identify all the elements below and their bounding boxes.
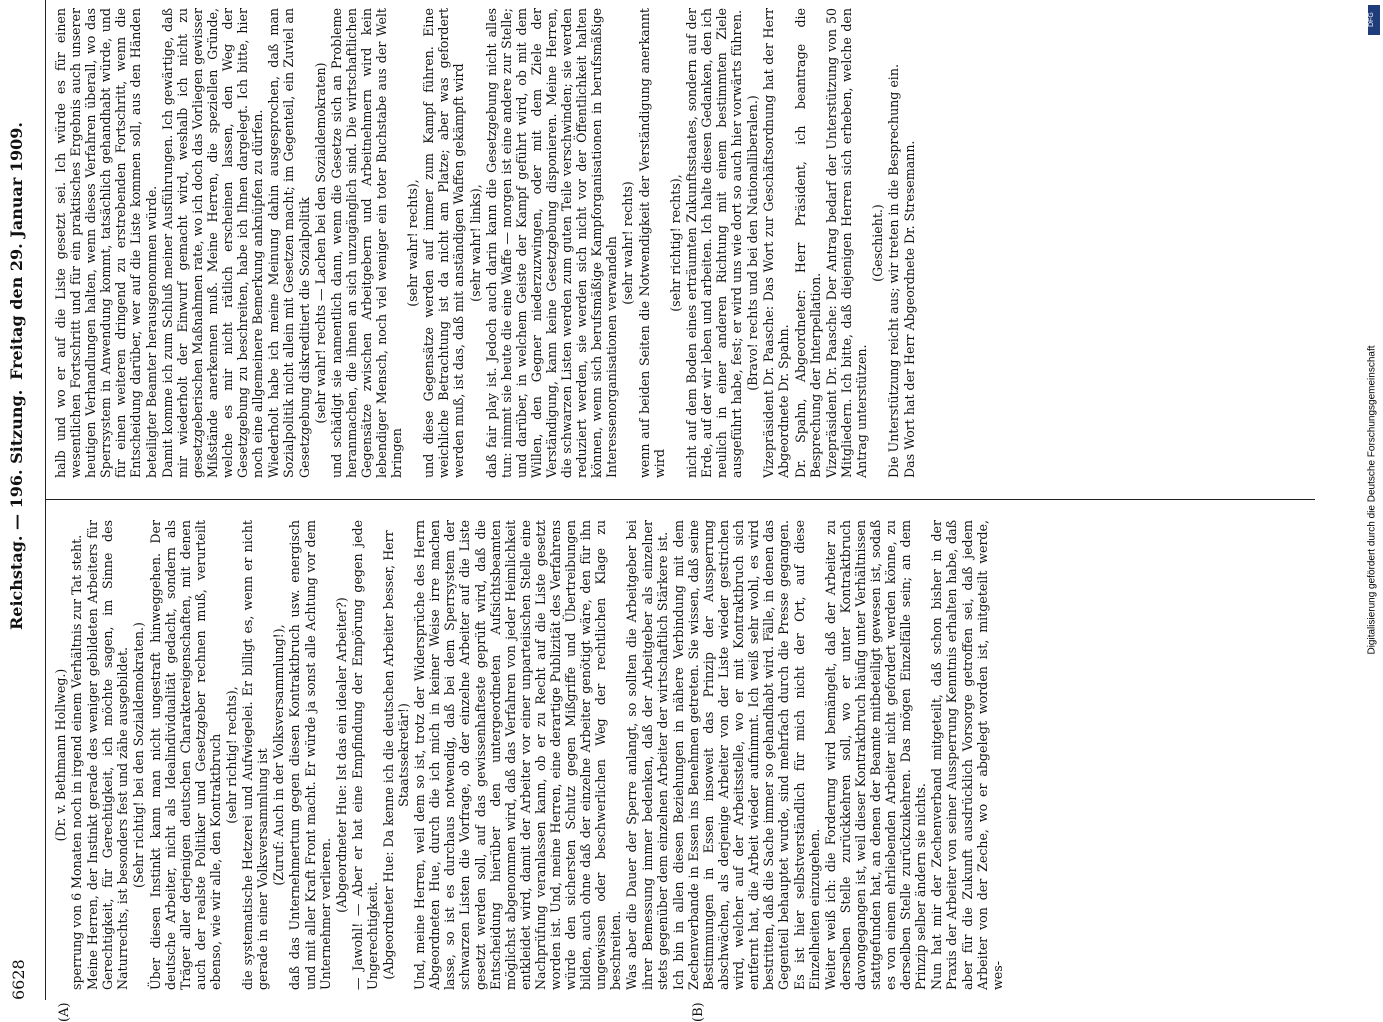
digitization-credit: Digitalisierung gefördert durch die Deutsche Forschungsgemeinschaft xyxy=(1366,345,1378,655)
right-column-paragraph: und diese Gegensätze werden auf immer zum Kampf führen. Eine weichliche Betrachtung ist da nicht am Platze; aber was gefordert werden muß, ist das, daß mit anständigen Waffen gekämpft wird xyxy=(420,8,466,478)
dfg-logo: DFG xyxy=(1368,5,1380,35)
running-title-left: Reichstag. — 196. Sitzung. xyxy=(6,389,26,630)
left-column-paragraph: Weiter weiß ich: die Forderung wird bemängelt, daß der Arbeiter zu derselben Stelle zurückkehren soll, wo er unter Kontraktbruch davongegangen ist, weil dieser Kontraktbruch häufig unter Verhältnissen stattgefunden hat, an denen der Beamte mitbeteiligt gewesen ist, sodaß es von einem ehrliebenden Arbeiter nicht gefordert werden könne, zu derselben Stelle zurückzukehren. Das mögen Einzelfälle sein; an dem Prinzip selber ändern sie nichts. xyxy=(822,520,928,990)
running-title-right: Freitag den 29. Januar 1909. xyxy=(6,122,26,380)
right-column-paragraph: und schädigt sie namentlich dann, wenn die Gesetze sich an Probleme heranmachen, die ihnen an sich unzugänglich sind. Die wirtschaftlichen Gegensätze zwischen Arbeitgebern und Arbeitnehmern wird kein lebendiger Mensch, noch viel weniger ein toter Buchstabe aus der Welt bringen xyxy=(328,8,404,478)
right-column-paragraph: halb und wo er auf die Liste gesetzt sei. Ich würde es für einen wesentlichen Fortschritt und für ein praktisches Ergebnis auch unserer heutigen Verhandlungen halten, wenn dieses Verfahren überall, wo das Sperrsystem in Anwendung kommt, tatsächlich gehandhabt würde, und für einen weiteren dringend zu erstrebenden Fortschritt, wenn die Entscheidung darüber, wer auf die Liste kommen soll, aus den Händen beteiligter Beamter herausgenommen würde. xyxy=(52,8,159,478)
left-column xyxy=(53,520,1318,990)
left-column-paragraph: (Abgeordneter Hue: Da kenne ich die deutschen Arbeiter besser, Herr Staatssekretär!) xyxy=(380,530,411,980)
right-column-paragraph: Das Wort hat der Herr Abgeordnete Dr. Stresemann. xyxy=(901,140,917,478)
right-column-paragraph: (sehr wahr! rechts) xyxy=(619,181,635,305)
right-column-paragraph: (sehr wahr! rechts — Lachen bei den Sozialdemokraten) xyxy=(312,62,328,424)
right-column-paragraph: Wiederholt habe ich meine Meinung dahin ausgesprochen, daß man Sozialpolitik nicht allein mit Gesetzen macht; im Gegenteil, ein Zuviel an Gesetzgebung diskreditiert die Sozialpolitik xyxy=(265,8,311,478)
page-header xyxy=(1,0,41,1000)
right-column-paragraph: nicht auf dem Boden eines erträumten Zukunftsstaates, sondern auf der Erde, auf der wir leben und arbeiten. Ich halte diesen Gedanken, den ich neulich in einer anderen Richtung mit einem bestimmten Ziele ausgeführt habe, fest; er wird uns wie dort so auch hier vorwärts führen. xyxy=(683,8,744,478)
right-column-paragraph: daß fair play ist. Jedoch auch darin kann die Gesetzgebung nicht alles tun: nimmt sie heute die eine Waffe — morgen ist eine andere zur Stelle; und darüber, in welchem Geiste der Kampf geführt wird, ob mit dem Willen, den Gegner niederzuzwingen, oder mit dem Ziele der Verständigung, kann keine Gesetzgebung disponieren. Meine Herren, die schwarzen Listen werden zum guten Teile verschwinden; sie werden reduziert werden, sie werden sich nicht vor der Öffentlichkeit halten können, wenn sich berufsmäßige Kampforganisationen in berufsmäßige Interessenorganisationen verwandeln xyxy=(483,8,619,478)
right-column-paragraph: Vizepräsident Dr. Paasche: Der Antrag bedarf der Unterstützung von 50 Mitgliedern. Ich bitte, daß diejenigen Herren sich erheben, welche den Antrag unterstützen. xyxy=(823,8,869,478)
left-column-paragraph: Meine Herren, der Instinkt gerade des weniger gebildeten Arbeiters für Gerechtigkeit, für Gerechtigkeit, ich möchte sagen, im Sinne des Naturrechts, ist besonders fest und zähe ausgebildet. xyxy=(84,520,130,990)
margin-letter-a: (A) xyxy=(56,1002,72,1022)
left-column-paragraph: Über diesen Instinkt kann man nicht ungestraft hinweggehen. Der deutsche Arbeiter, nicht als Idealindividualität gedacht, sondern als Träger aller derjenigen deutschen Charaktereigenschaften, mit denen auch der realste Politiker und Gesetzgeber rechnen muß, verurteilt ebenso, wie wir alle, den Kontraktbruch xyxy=(147,520,223,990)
left-column-paragraph: (Sehr richtig! bei den Sozialdemokraten.) xyxy=(130,622,146,888)
left-column-paragraph: (Zuruf: Auch in der Volksversammlung!), xyxy=(270,624,286,886)
left-column-paragraph: (sehr richtig! rechts), xyxy=(223,686,239,824)
left-column-paragraph: daß das Unternehmertum gegen diesen Kontraktbruch usw. energisch und mit aller Kraft Front macht. Er würde ja sonst alle Achtung vor dem Unternehmer verlieren. xyxy=(286,520,333,990)
column-divider xyxy=(45,499,1315,500)
left-column-paragraph: Nun hat mir der Zechenverband mitgeteilt, daß schon bisher in der Praxis der Arbeiter von seiner Aussperrung Kenntnis erhalten habe, daß aber für die Zukunft ausdrücklich Vorsorge getroffen sei, daß jedem Arbeiter von der Zeche, wo er abgelegt worden ist, mitgeteilt werde, wes- xyxy=(928,520,1005,990)
left-column-paragraph: die systematische Hetzerei und Aufwiegelei. Er billigt es, wenn er nicht gerade in einer Volksversammlung ist xyxy=(239,520,270,990)
right-column-paragraph: (Geschieht.) xyxy=(869,204,885,282)
right-column-paragraph: Damit komme ich zum Schluß meiner Ausführungen. Ich gewärtige, daß mir wiederholt der Einwurf gemacht wird, weshalb ich nicht zu gesetzgeberischen Maßnahmen rate, wo ich doch das Vorliegen gewisser Mißstände anerkennen muß. Meine Herren, die speziellen Gründe, welche es mir nicht rätlich erscheinen lassen, den Weg der Gesetzgebung zu beschreiten, habe ich Ihnen dargelegt. Ich bitte, hier noch eine allgemeinere Bemerkung anknüpfen zu dürfen. xyxy=(159,8,265,478)
left-column-paragraph: (Abgeordneter Hue: Ist das ein idealer Arbeiter?) xyxy=(333,597,349,913)
rotated-document-page xyxy=(1,0,1331,1022)
left-column-paragraph: sperrung von 6 Monaten noch in irgend einem Verhältnis zur Tat steht. xyxy=(68,534,84,990)
right-column-paragraph: Vizepräsident Dr. Paasche: Das Wort zur Geschäftsordnung hat der Herr Abgeordnete Dr. Spahn. xyxy=(760,8,791,478)
right-column-paragraph: (Bravo! rechts und bei den Nationalliberalen.) xyxy=(744,95,760,391)
right-column-paragraph: Dr. Spahn, Abgeordneter: Herr Präsident, ich beantrage die Besprechung der Interpellation. xyxy=(792,8,823,478)
right-column-paragraph: (sehr wahr! rechts), xyxy=(404,179,420,307)
right-column-paragraph: (sehr wahr! links), xyxy=(467,184,483,302)
right-column-paragraph: (sehr richtig! rechts), xyxy=(667,174,683,312)
left-column-paragraph: Und, meine Herren, weil dem so ist, trotz der Widersprüche des Herrn Abgeordneten Hue, durch die ich mich in keiner Weise irre machen lasse, so ist es durchaus notwendig, daß bei dem Sperrsystem der schwarzen Listen die Vorfrage, ob der einzelne Arbeiter auf die Liste gesetzt werden soll, auf das gewissenhafteste geprüft wird, daß die Entscheidung hierüber den untergeordneten Aufsichtsbeamten möglichst abgenommen wird, daß das Verfahren von jeder Heimlichkeit entkleidet wird, damit der Arbeiter vor einer unparteiischen Stelle eine Nachprüfung veranlassen kann, ob er zu Recht auf die Liste gesetzt worden ist. Und, meine Herren, eine derartige Publizität des Verfahrens würde den sichersten Schutz gegen Mißgriffe und Übertreibungen bilden, auch ohne daß der einzelne Arbeiter genötigt wäre, den für ihn ungewissen oder beschwerlichen Weg der rechtlichen Klage zu beschreiten. xyxy=(411,520,623,990)
page-number: 6628 xyxy=(8,959,28,1000)
right-column-paragraph: wenn auf beiden Seiten die Notwendigkeit der Verständigung anerkannt wird xyxy=(636,8,667,478)
header-rule xyxy=(45,0,46,1000)
right-column-paragraph: Die Unterstützung reicht aus; wir treten in die Besprechung ein. xyxy=(885,64,901,478)
margin-letter-b: (B) xyxy=(690,1002,706,1022)
right-column xyxy=(53,8,1318,478)
left-column-paragraph: — Jawohl! — Aber er hat eine Empfindung der Empörung gegen jede Ungerechtigkeit. xyxy=(349,520,380,990)
left-column-paragraph: (Dr. v. Bethmann Hollweg.) xyxy=(52,668,68,842)
left-column-paragraph: Ich bin in allen diesen Beziehungen in nähere Verbindung mit dem Zechenverbande in Essen ins Benehmen getreten. Sie wissen, daß seine Bestimmungen in Essen insoweit das Prinzip der Aussperrung abschwächen, als derjenige Arbeiter von der Liste wieder gestrichen wird, welcher auf der Arbeitsstelle, wo er mit Kontraktbruch sich entfernt hat, die Arbeit wieder aufnimmt. Ich weiß sehr wohl, es wird bestritten, daß die Sache immer so gehandhabt wird. Fälle, in denen das Gegenteil behauptet wurde, sind mehrfach durch die Presse gegangen. Es ist hier selbstverständlich für mich nicht der Ort, auf diese Einzelheiten einzugehen. xyxy=(670,520,822,990)
left-column-paragraph: Was aber die Dauer der Sperre anlangt, so sollten die Arbeitgeber bei ihrer Bemessung immer bedenken, daß der Arbeitgeber als einzelner stets gegenüber dem einzelnen Arbeiter der wirtschaftlich Stärkere ist. xyxy=(623,520,670,990)
